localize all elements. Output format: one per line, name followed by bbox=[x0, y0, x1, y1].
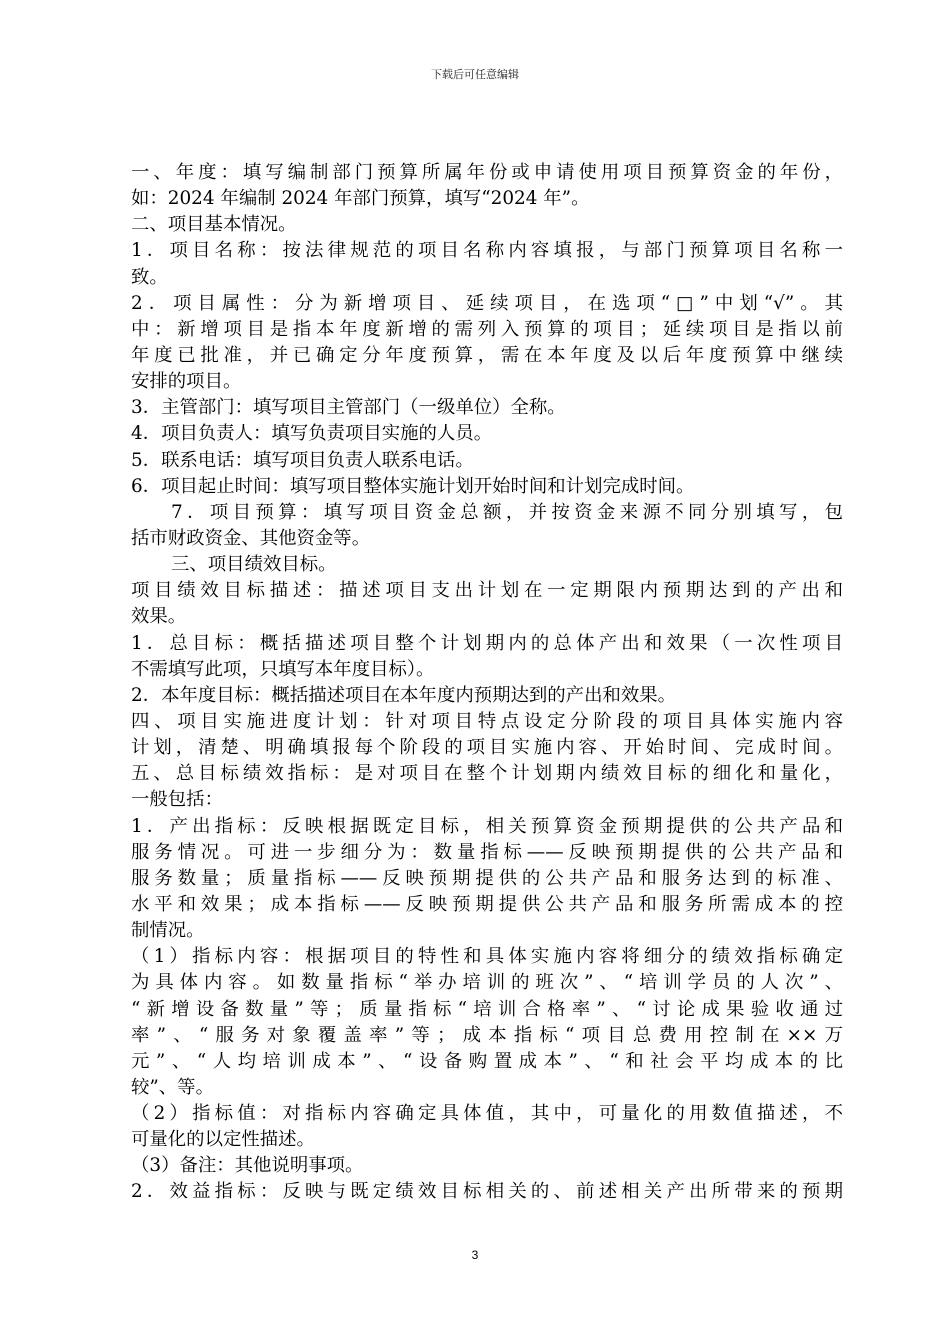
text-line: 二、项目基本情况。 bbox=[131, 214, 297, 236]
text-line: 2．效益指标：反映与既定绩效目标相关的、前述相关产出所带来的预期 bbox=[131, 1181, 843, 1203]
text-line: 括市财政资金、其他资金等。 bbox=[131, 527, 371, 549]
text-line: 中：新增项目是指本年度新增的需列入预算的项目；延续项目是指以前 bbox=[131, 318, 843, 340]
text-line: 元”、“人均培训成本”、“设备购置成本”、“和社会平均成本的比 bbox=[131, 1050, 843, 1072]
text-line: 可量化的以定性描述。 bbox=[131, 1129, 315, 1151]
text-line: 水平和效果；成本指标——反映预期提供公共产品和服务所需成本的控 bbox=[131, 893, 843, 915]
text-line: 制情况。 bbox=[131, 920, 205, 942]
text-line: 4．项目负责人：填写负责项目实施的人员。 bbox=[131, 423, 493, 445]
document-body bbox=[131, 160, 843, 1206]
text-line: 5．联系电话：填写项目负责人联系电话。 bbox=[131, 449, 474, 471]
text-line: 2．项目属性：分为新增项目、延续项目，在选项“□”中划“√”。其 bbox=[131, 292, 843, 314]
text-line: 较”、等。 bbox=[131, 1076, 214, 1098]
text-line: 三、项目绩效目标。 bbox=[171, 554, 337, 576]
text-line: 年度已批准，并已确定分年度预算，需在本年度及以后年度预算中继续 bbox=[131, 344, 843, 366]
text-line: 一般包括： bbox=[131, 789, 223, 811]
page-header: 下载后可任意编辑 bbox=[431, 68, 519, 81]
text-line: 1．产出指标：反映根据既定目标，相关预算资金预期提供的公共产品和 bbox=[131, 815, 843, 837]
text-line: （1）指标内容：根据项目的特性和具体实施内容将细分的绩效指标确定 bbox=[131, 946, 843, 968]
text-line: 1．总目标：概括描述项目整个计划期内的总体产出和效果（一次性项目 bbox=[131, 632, 843, 654]
text-line: 项目绩效目标描述：描述项目支出计划在一定期限内预期达到的产出和 bbox=[131, 580, 843, 602]
text-line: 不需填写此项，只填写本年度目标）。 bbox=[131, 658, 435, 680]
text-line: 致。 bbox=[131, 266, 168, 288]
text-line: 2．本年度目标：概括描述项目在本年度内预期达到的产出和效果。 bbox=[131, 684, 677, 706]
text-line: 如：2024 年编制 2024 年部门预算，填写“2024 年”。 bbox=[131, 188, 590, 210]
text-line: 服务情况。可进一步细分为：数量指标——反映预期提供的公共产品和 bbox=[131, 841, 843, 863]
text-line: 效果。 bbox=[131, 606, 187, 628]
text-line: 率”、“服务对象覆盖率”等；成本指标“项目总费用控制在××万 bbox=[131, 1024, 843, 1046]
text-line: （3）备注：其他说明事项。 bbox=[131, 1155, 364, 1177]
text-line: 服务数量；质量指标——反映预期提供的公共产品和服务达到的标准、 bbox=[131, 867, 843, 889]
text-line: “新增设备数量”等；质量指标“培训合格率”、“讨论成果验收通过 bbox=[131, 998, 843, 1020]
text-line: 五、总目标绩效指标：是对项目在整个计划期内绩效目标的细化和量化， bbox=[131, 763, 843, 785]
text-line: 四、项目实施进度计划：针对项目特点设定分阶段的项目具体实施内容 bbox=[131, 710, 843, 732]
text-line: 一、年度：填写编制部门预算所属年份或申请使用项目预算资金的年份， bbox=[131, 162, 843, 183]
text-line: 6．项目起止时间：填写项目整体实施计划开始时间和计划完成时间。 bbox=[131, 475, 695, 497]
text-line: （2）指标值：对指标内容确定具体值，其中，可量化的用数值描述，不 bbox=[131, 1103, 843, 1125]
text-line: 安排的项目。 bbox=[131, 371, 242, 393]
text-line: 3．主管部门：填写项目主管部门（一级单位）全称。 bbox=[131, 397, 566, 419]
text-line: 为具体内容。如数量指标“举办培训的班次”、“培训学员的人次”、 bbox=[131, 972, 843, 994]
text-line: 1．项目名称：按法律规范的项目名称内容填报，与部门预算项目名称一 bbox=[131, 240, 843, 262]
page-number: 3 bbox=[471, 1248, 479, 1262]
text-line: 7．项目预算：填写项目资金总额，并按资金来源不同分别填写，包 bbox=[171, 501, 843, 523]
text-line: 计划，清楚、明确填报每个阶段的项目实施内容、开始时间、完成时间。 bbox=[131, 737, 843, 759]
